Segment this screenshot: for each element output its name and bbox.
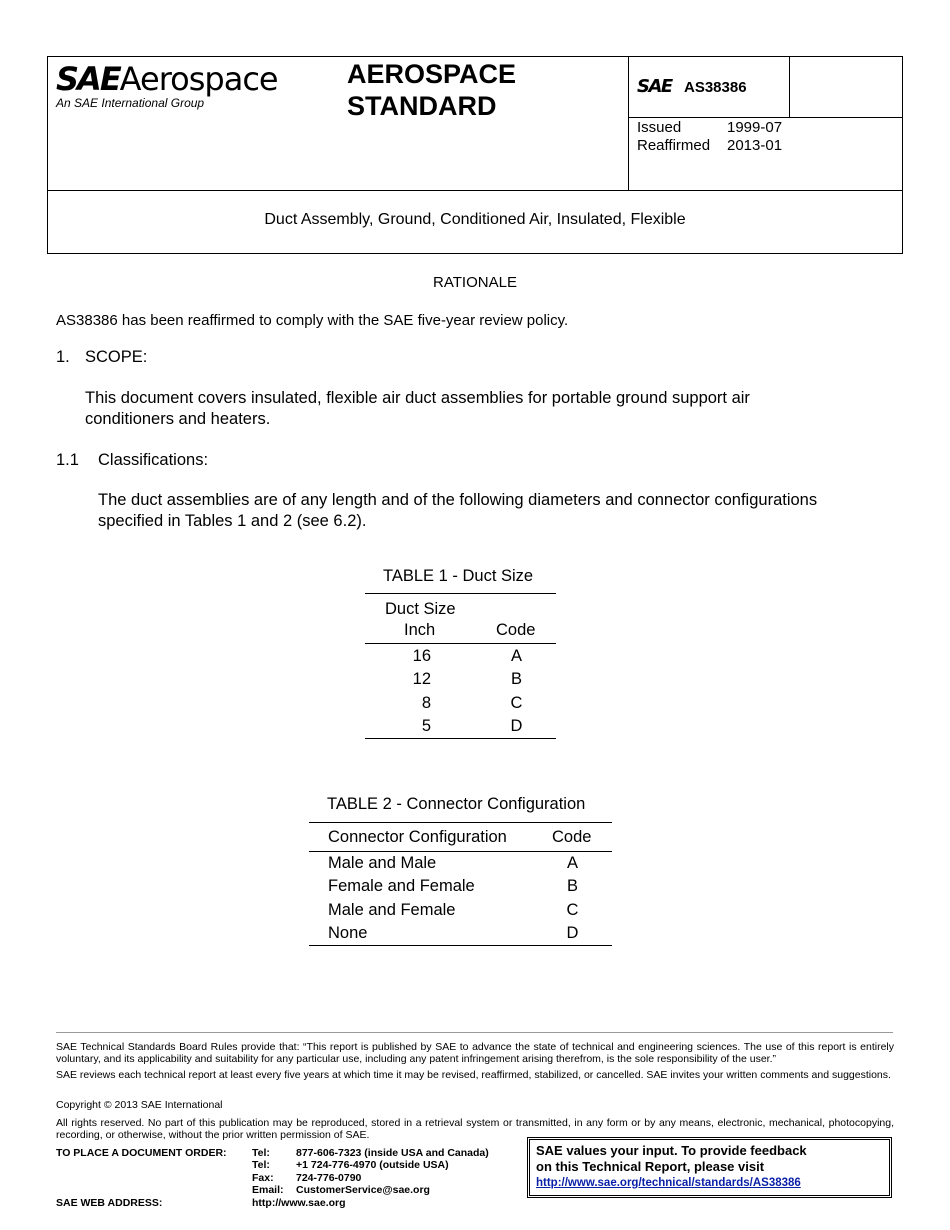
reaffirmed-label: Reaffirmed [637, 137, 711, 154]
header-divider [628, 56, 629, 190]
table2-cell-config: Male and Female [328, 901, 456, 919]
table2-cell-config: None [328, 924, 368, 942]
table-rule [309, 851, 612, 852]
table1-cell-size: 12 [412, 670, 431, 688]
feedback-text: SAE values your input. To provide feedback [536, 1143, 807, 1158]
table1-header-code: Code [496, 621, 536, 639]
section-title: Classifications: [98, 451, 209, 469]
footer-divider [56, 1032, 893, 1033]
table2-caption: TABLE 2 - Connector Configuration [327, 795, 586, 813]
standard-title [347, 58, 516, 122]
table1-cell-size: 8 [421, 694, 431, 712]
table2-cell-code: D [566, 924, 579, 942]
contact-email[interactable]: CustomerService@sae.org [296, 1184, 430, 1196]
table1-cell-code: D [510, 717, 523, 735]
contact-label: Tel: [252, 1147, 270, 1159]
footer-review-paragraph: SAE reviews each technical report at least every five years at which time it may be revised, reaffirmed, stabilized, or cancelled. SAE invites your written comments and suggestions. [56, 1069, 891, 1081]
contact-label: Tel: [252, 1159, 270, 1171]
header-divider [47, 190, 903, 191]
scope-text: This document covers insulated, flexible air duct assemblies for portable ground support air conditioners and heaters. [85, 389, 750, 428]
table2-cell-code: B [566, 877, 578, 895]
table1-caption: TABLE 1 - Duct Size [383, 567, 534, 585]
footer-copyright: Copyright © 2013 SAE International [56, 1099, 223, 1111]
contact-value: +1 724-776-4970 (outside USA) [296, 1159, 449, 1171]
classifications-text: The duct assemblies are of any length and of the following diameters and connector configurations specified in Tables 1 and 2 (see 6.2). [98, 491, 818, 530]
web-address-link[interactable]: http://www.sae.org [252, 1197, 346, 1209]
table-rule [365, 593, 556, 594]
table-rule [365, 738, 556, 739]
table1-cell-code: C [510, 694, 523, 712]
rationale-heading: RATIONALE [433, 274, 517, 291]
table-rule [365, 643, 556, 644]
table2-cell-code: C [566, 901, 579, 919]
document-title: Duct Assembly, Ground, Conditioned Air, Insulated, Flexible [264, 211, 686, 228]
standard-title-line: STANDARD [347, 91, 497, 121]
logo-aerospace-text: Aerospace [119, 60, 278, 98]
table-rule [309, 822, 612, 823]
order-label: TO PLACE A DOCUMENT ORDER: [56, 1147, 227, 1159]
issued-label: Issued [637, 119, 682, 136]
contact-label: Email: [252, 1184, 284, 1196]
table2-cell-config: Female and Female [328, 877, 475, 895]
header-divider [628, 117, 903, 118]
logo-sae-text: SAE [56, 60, 120, 98]
table2-cell-code: A [566, 854, 578, 872]
table1-header-size-unit: Inch [404, 621, 436, 639]
table2-header-config: Connector Configuration [328, 828, 507, 846]
section-title: SCOPE: [85, 348, 148, 366]
table2-header-code: Code [552, 828, 592, 846]
feedback-text: on this Technical Report, please visit [536, 1159, 765, 1174]
table-rule [309, 945, 612, 946]
table1-cell-code: B [510, 670, 522, 688]
feedback-link[interactable]: http://www.sae.org/technical/standards/AS38386 [536, 1177, 801, 1189]
table1-cell-size: 5 [421, 717, 431, 735]
table1-cell-code: A [510, 647, 522, 665]
section-number: 1.1 [56, 451, 79, 469]
reaffirmed-date: 2013-01 [727, 137, 783, 154]
section-number: 1. [56, 348, 70, 366]
header-divider [789, 56, 790, 118]
footer-rules-paragraph: SAE Technical Standards Board Rules provide that: “This report is published by SAE to advance the state of technical and engineering sciences. The use of this report is entirely voluntary, and its applicability and suitability for any particular use, including any patent infringement arising therefrom, is the sole responsibility of the user.” [56, 1041, 894, 1065]
footer-rights-paragraph: All rights reserved. No part of this publication may be reproduced, stored in a retrieval system or transmitted, in any form or by any means, electronic, mechanical, photocopying, recording, or otherwise, without the prior written permission of SAE. [56, 1117, 894, 1141]
standard-title-line: AEROSPACE [347, 59, 517, 89]
document-number: AS38386 [684, 79, 747, 96]
rationale-text: AS38386 has been reaffirmed to comply with the SAE five-year review policy. [56, 312, 569, 329]
feedback-box [527, 1137, 892, 1198]
web-address-label: SAE WEB ADDRESS: [56, 1197, 163, 1209]
logo-tagline: An SAE International Group [56, 96, 205, 110]
contact-label: Fax: [252, 1172, 274, 1184]
contact-value: 724-776-0790 [296, 1172, 362, 1184]
sae-small-logo: SAE [637, 76, 672, 97]
sae-aerospace-logo [56, 60, 278, 98]
table2-cell-config: Male and Male [328, 854, 437, 872]
contact-value: 877-606-7323 (inside USA and Canada) [296, 1147, 489, 1159]
table1-cell-size: 16 [412, 647, 431, 665]
table1-header-size: Duct Size [385, 600, 456, 618]
issued-date: 1999-07 [727, 119, 783, 136]
